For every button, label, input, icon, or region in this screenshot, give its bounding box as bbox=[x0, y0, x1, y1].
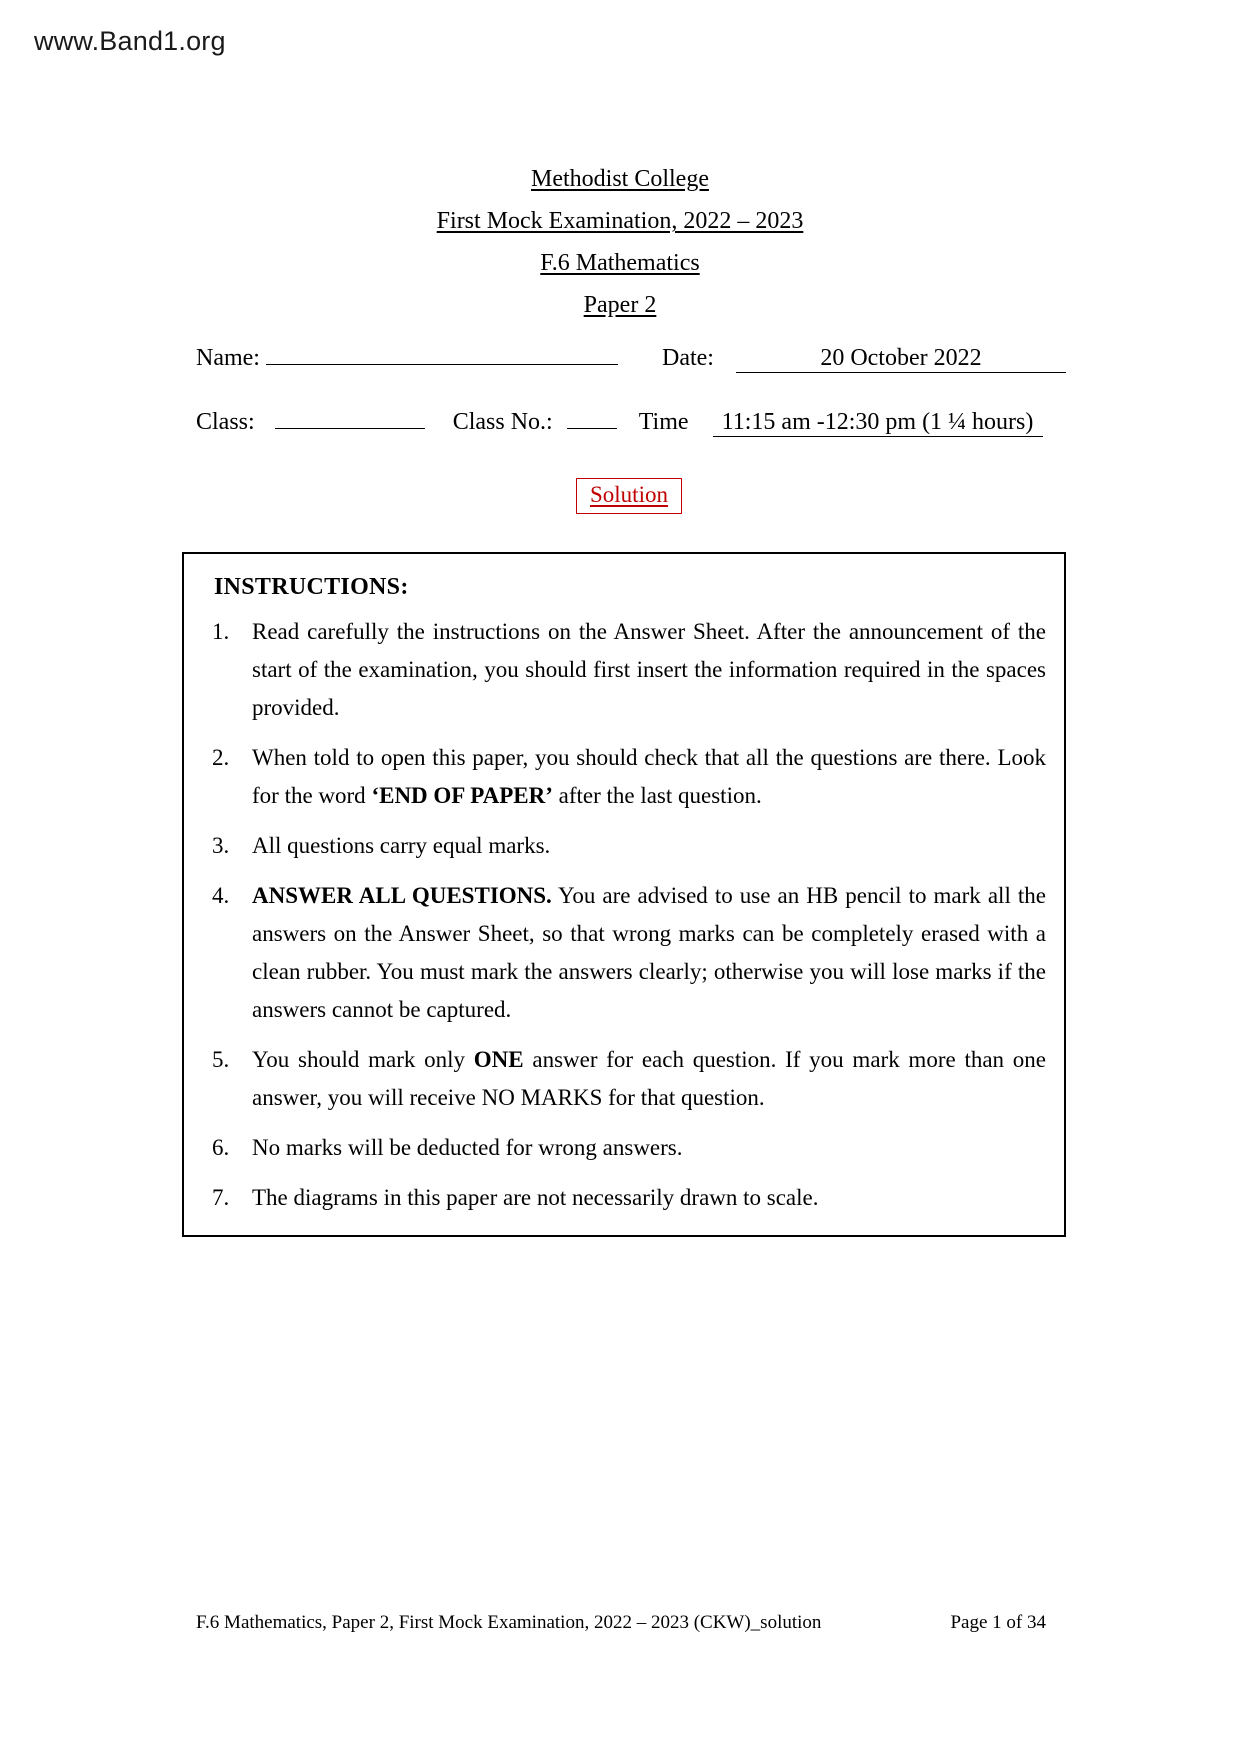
class-no-input[interactable] bbox=[567, 406, 617, 429]
instructions-title: INSTRUCTIONS: bbox=[214, 574, 409, 600]
instruction-text-after: You are advised to use an HB pencil to mark all the answers on the Answer Sheet, so that wrong marks can be completely erased with a clean rubber. You must mark the answers clearly; otherwise you will lose marks if the answers cannot be captured. bbox=[252, 883, 1046, 1022]
class-no-label: Class No.: bbox=[452, 409, 553, 435]
footer-document-label: F.6 Mathematics, Paper 2, First Mock Examination, 2022 – 2023 (CKW)_solution bbox=[196, 1612, 822, 1633]
instruction-number: 6. bbox=[212, 1135, 230, 1160]
instruction-text-bold: ‘END OF PAPER’ bbox=[371, 783, 553, 808]
footer-page-number: Page 1 of 34 bbox=[950, 1612, 1046, 1633]
exam-title-line bbox=[0, 200, 1240, 242]
instruction-item bbox=[202, 827, 1046, 865]
instruction-text-bold: ONE bbox=[473, 1047, 524, 1072]
instruction-text-after: after the last question. bbox=[552, 783, 762, 808]
site-watermark: www.Band1.org bbox=[34, 26, 226, 56]
paper-number: Paper 2 bbox=[583, 292, 657, 318]
instruction-text-before: You should mark only bbox=[252, 1047, 474, 1072]
instruction-number: 2. bbox=[212, 745, 230, 770]
instruction-text: The diagrams in this paper are not necessarily drawn to scale. bbox=[252, 1185, 819, 1210]
instruction-number: 5. bbox=[212, 1047, 230, 1072]
instruction-item bbox=[202, 877, 1046, 1029]
page-footer bbox=[196, 1612, 1056, 1634]
instruction-text: All questions carry equal marks. bbox=[252, 833, 551, 858]
school-name-line bbox=[0, 158, 1240, 200]
name-label: Name: bbox=[196, 345, 260, 371]
class-time-row bbox=[196, 406, 1066, 437]
name-input[interactable] bbox=[266, 342, 618, 365]
instruction-number: 4. bbox=[212, 883, 230, 908]
exam-header bbox=[0, 158, 1240, 326]
instruction-number: 7. bbox=[212, 1185, 230, 1210]
instruction-number: 1. bbox=[212, 619, 230, 644]
instruction-text-bold: ANSWER ALL QUESTIONS. bbox=[252, 883, 552, 908]
instruction-text-after: answer for each question. If you mark more than one answer, you will receive NO MARKS for that question. bbox=[252, 1047, 1046, 1110]
instruction-text bbox=[252, 877, 1046, 1029]
exam-title: First Mock Examination, 2022 – 2023 bbox=[436, 208, 804, 234]
instruction-item bbox=[202, 1129, 1046, 1167]
instructions-box bbox=[182, 552, 1066, 1237]
instruction-item bbox=[202, 1041, 1046, 1117]
instruction-text bbox=[252, 739, 1046, 815]
instruction-text: No marks will be deducted for wrong answers. bbox=[252, 1135, 683, 1160]
instruction-text bbox=[252, 1041, 1046, 1117]
time-value: 11:15 am -12:30 pm (1 ¼ hours) bbox=[713, 409, 1043, 437]
instruction-item bbox=[202, 1179, 1046, 1217]
date-label: Date: bbox=[661, 345, 714, 371]
time-label: Time bbox=[638, 409, 689, 435]
name-date-row bbox=[196, 342, 1066, 373]
instruction-item bbox=[202, 613, 1046, 727]
class-input[interactable] bbox=[275, 406, 425, 429]
solution-badge-label: Solution bbox=[590, 482, 668, 507]
solution-badge bbox=[576, 478, 682, 514]
subject-name: F.6 Mathematics bbox=[540, 250, 700, 276]
paper-line bbox=[0, 284, 1240, 326]
date-value[interactable]: 20 October 2022 bbox=[736, 345, 1066, 373]
instruction-text-before: When told to open this paper, you should check that all the questions are there. Look for the word bbox=[252, 745, 1046, 808]
subject-line bbox=[0, 242, 1240, 284]
instruction-number: 3. bbox=[212, 833, 230, 858]
instruction-text: Read carefully the instructions on the Answer Sheet. After the announcement of the start of the examination, you should first insert the information required in the spaces provided. bbox=[252, 619, 1046, 720]
class-label: Class: bbox=[196, 409, 255, 435]
instruction-item bbox=[202, 739, 1046, 815]
school-name: Methodist College bbox=[531, 166, 709, 192]
